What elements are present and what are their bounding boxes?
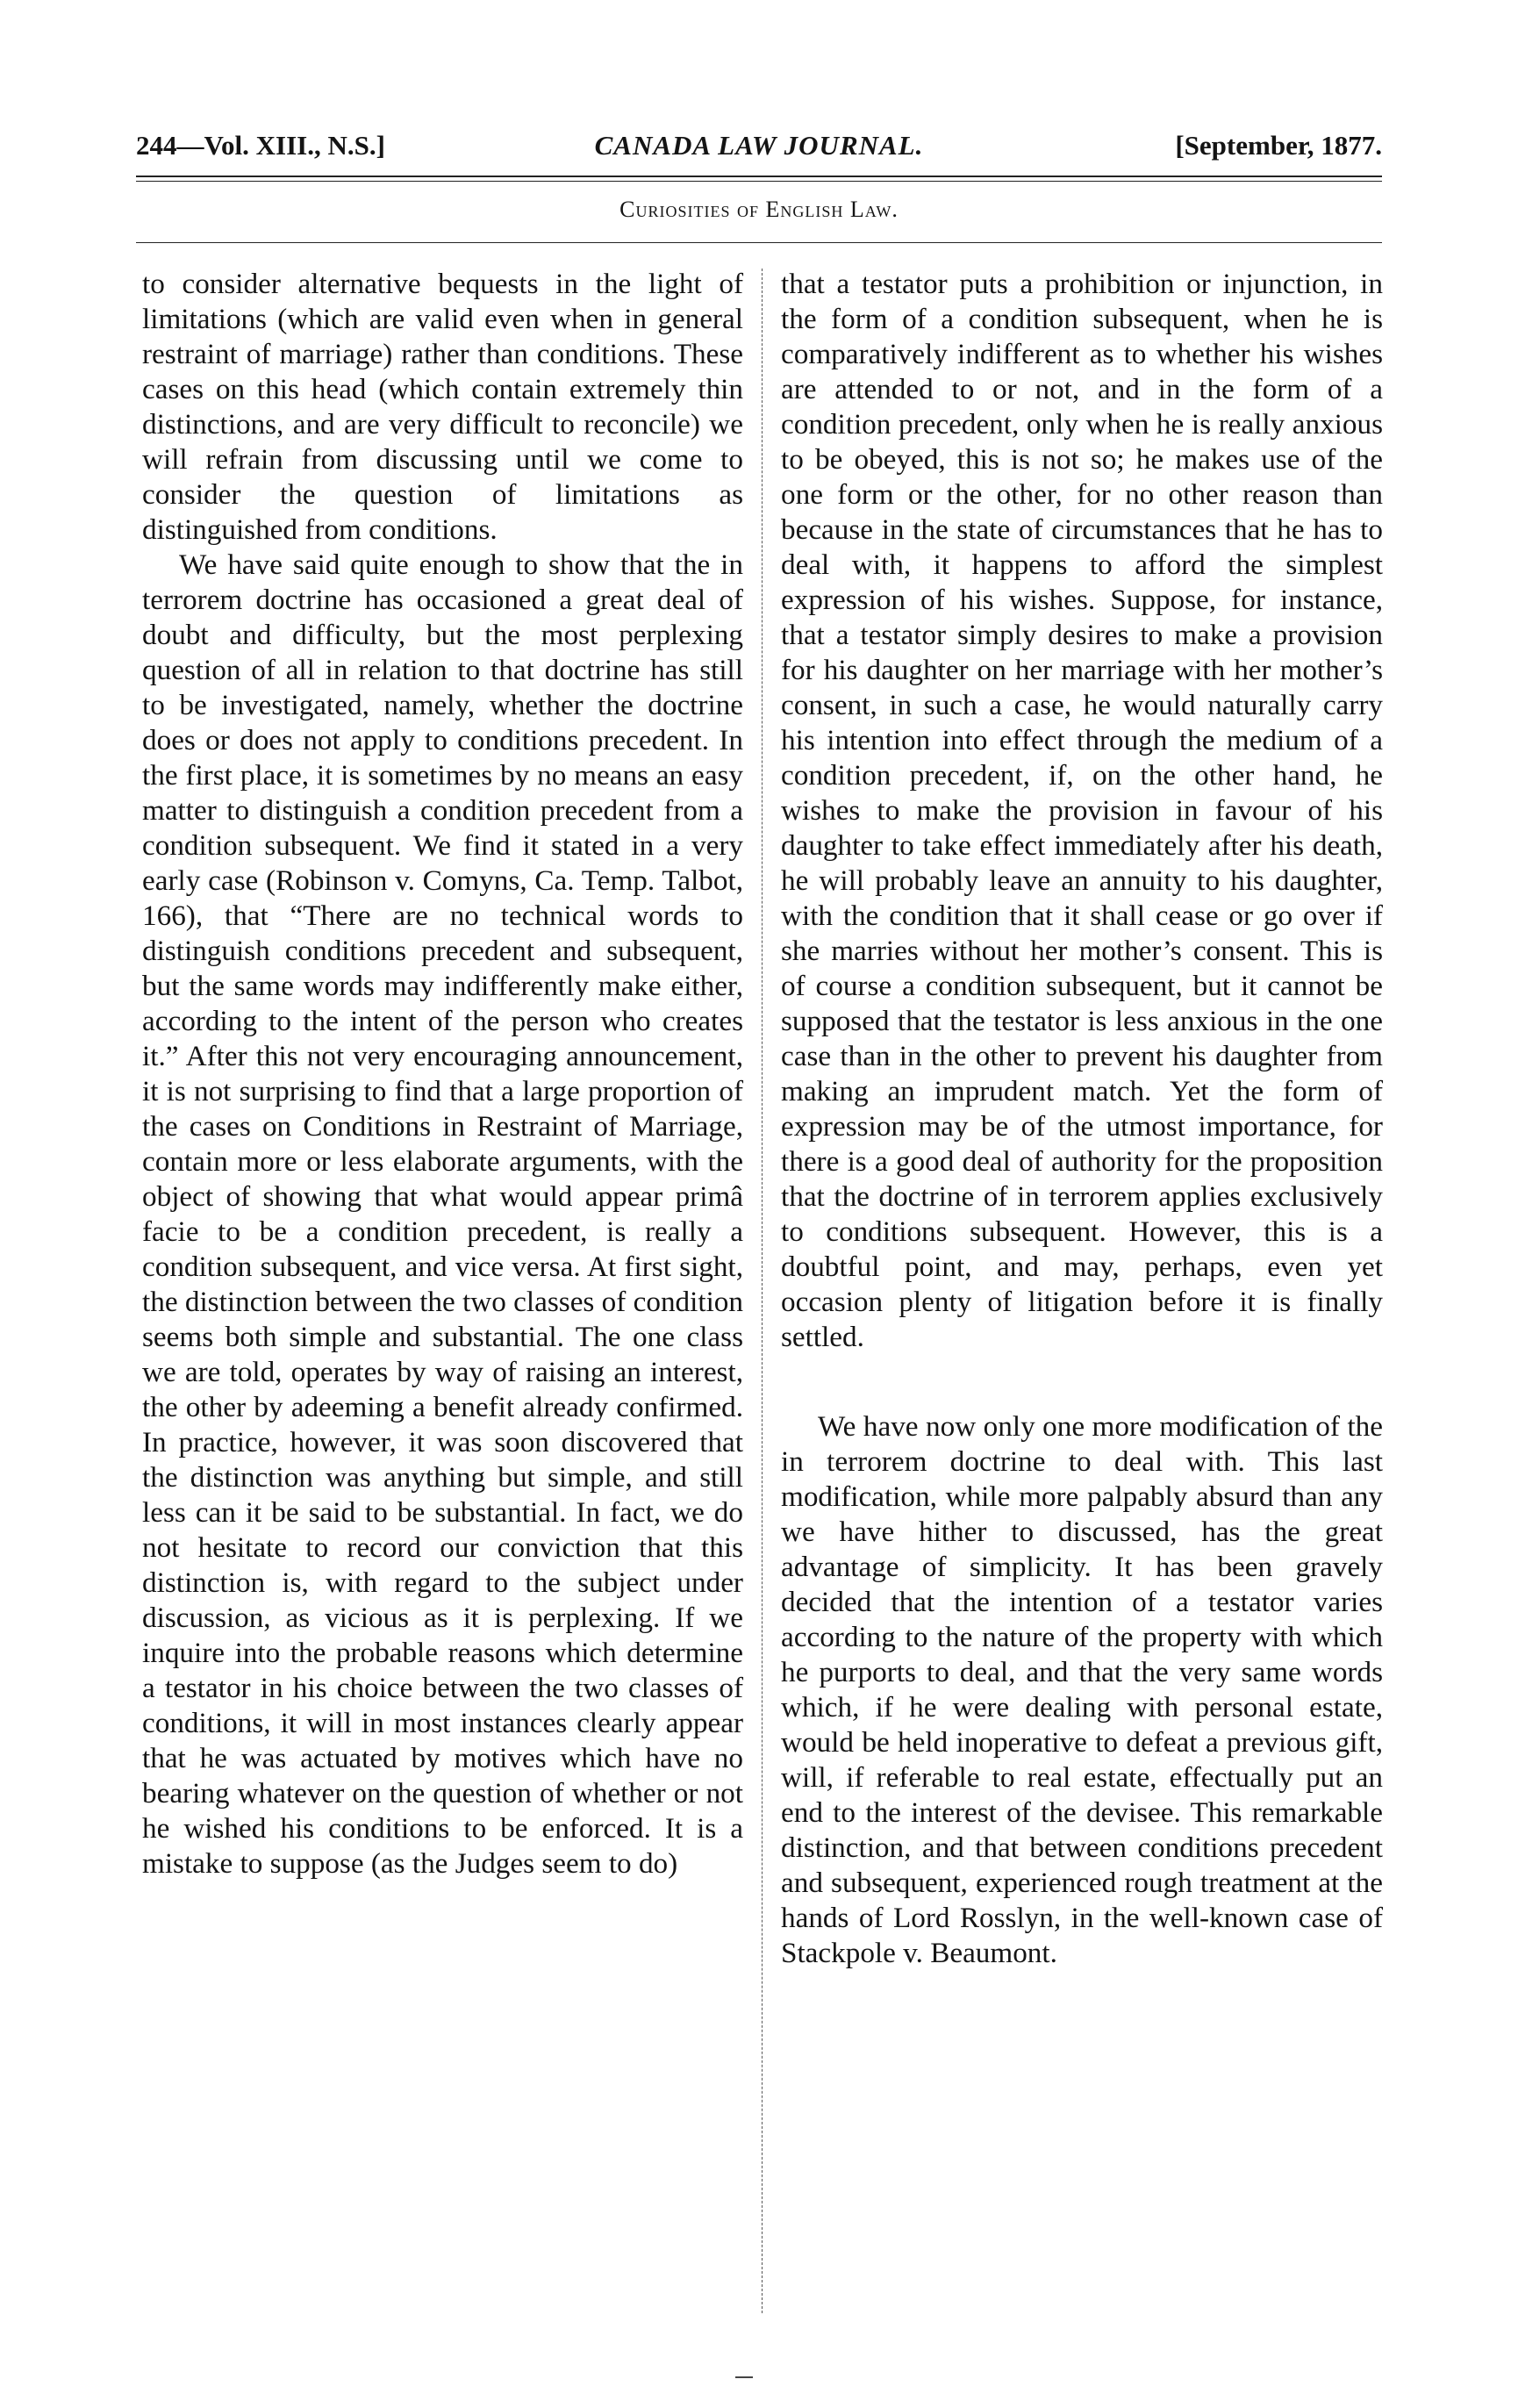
journal-title: CANADA LAW JOURNAL. <box>594 130 924 161</box>
section-gap <box>781 1355 1383 1409</box>
left-paragraph-1: to consider alternative bequests in the light of limitations (which are valid even when in general restraint of marriage) rather than conditions. These cases on this head (which contain extremely thin distinctions, and are very difficult to reconcile) we will refrain from discussing until we come to consider the question of limitations as distinguished from conditions. <box>142 268 743 546</box>
right-column <box>781 267 1383 1971</box>
header-rule-bottom <box>136 181 1382 182</box>
left-paragraph-2: We have said quite enough to show that the in terrorem doctrine has occasioned a great deal of doubt and difficulty, but the most perplexing question of all in relation to that doctrine has still to be investigated, namely, whether the doctrine does or does not apply to conditions precedent. In the first place, it is sometimes by no means an easy matter to distinguish a condition precedent from a condition subsequent. We find it stated in a very early case (Robinson v. Comyns, Ca. Temp. Talbot, 166), that “There are no technical words to distinguish conditions precedent and subsequent, but the same words may indifferently make either, according to the intent of the person who creates it.” After this not very encouraging announcement, it is not surprising to find that a large proportion of the cases on Conditions in Restraint of Marriage, contain more or less elaborate arguments, with the object of showing that what would appear primâ facie to be a condition precedent, is really a condition subsequent, and vice versa. At first sight, the distinction between the two classes of condition seems both simple and substantial. The one class we are told, operates by way of raising an interest, the other by adeeming a benefit already confirmed. In practice, however, it was soon discovered that the distinction was anything but simple, and still less can it be said to be substantial. In fact, we do not hesitate to record our conviction that this distinction is, with regard to the subject under discussion, as vicious as it is perplexing. If we inquire into the probable reasons which determine a testator in his choice between the two classes of conditions, it will in most instances clearly appear that he was actuated by motives which have no bearing whatever on the question of whether or not he wished his conditions to be enforced. It is a mistake to suppose (as the Judges seem to do) <box>142 548 743 1880</box>
header-rule-top <box>136 176 1382 177</box>
right-paragraph-1: that a testator puts a prohibition or injunction, in the form of a condition subsequent, when he is comparatively indifferent as to whether his wishes are attended to or not, and in the form of a condition precedent, only when he is really anxious to be obeyed, this is not so; he makes use of the one form or the other, for no other reason than because in the state of circumstances that he has to deal with, it happens to afford the simplest expression of his wishes. Suppose, for instance, that a testator simply desires to make a provision for his daughter on her marriage with her mother’s consent, in such a case, he would naturally carry his intention into effect through the medium of a condition precedent, if, on the other hand, he wishes to make the provision in favour of his daughter to take effect immediately after his death, he will probably leave an annuity to his daughter, with the condition that it shall cease or go over if she marries without her mother’s consent. This is of course a condition subsequent, but it cannot be supposed that the testator is less anxious in the one case than in the other to prevent his daughter from making an imprudent match. Yet the form of expression may be of the utmost importance, for there is a good deal of authority for the proposition that the doctrine of in terrorem applies exclusively to conditions subsequent. However, this is a doubtful point, and may, perhaps, even yet occasion plenty of litigation before it is finally settled. <box>781 268 1383 1353</box>
left-column <box>142 267 743 1881</box>
issue-date: [September, 1877. <box>1175 130 1382 161</box>
right-paragraph-2: We have now only one more modification of the in terrorem doctrine to deal with. This last modification, while more palpably absurd than any we have hither to discussed, has the great advantage of simplicity. It has been gravely decided that the intention of a testator varies according to the nature of the property with which he purports to deal, and that the very same words which, if he were dealing with personal estate, would be held inoperative to defeat a previous gift, will, if referable to real estate, effectually put an end to the interest of the devisee. This remarkable distinction, and that between conditions precedent and subsequent, experienced rough treatment at the hands of Lord Rosslyn, in the well-known case of Stackpole v. Beaumont. <box>781 1410 1383 1969</box>
running-header <box>136 114 1382 160</box>
column-divider <box>762 269 763 2313</box>
article-title: Curiosities of English Law. <box>619 197 899 222</box>
page-volume-label: 244—Vol. XIII., N.S.] <box>136 130 385 161</box>
page-footer-mark <box>735 2376 753 2378</box>
title-rule <box>136 242 1382 243</box>
